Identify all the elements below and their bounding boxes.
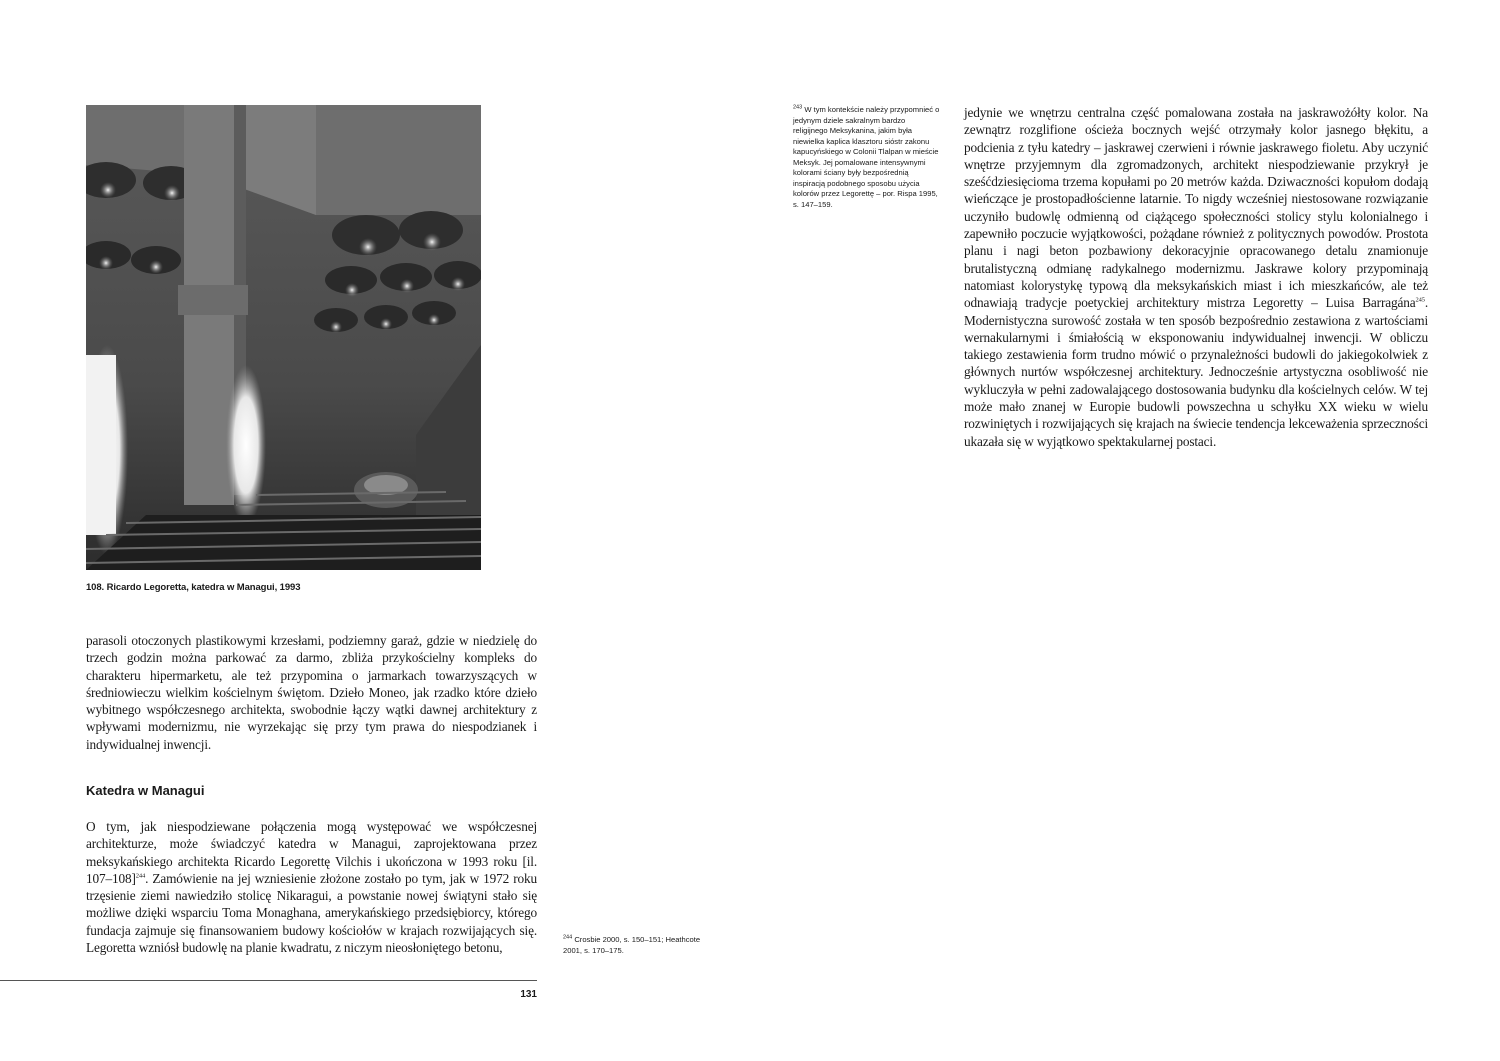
right-paragraph [964, 104, 1428, 450]
left-paragraph-1: parasoli otoczonych plastikowymi krzesłami, podziemny garaż, gdzie w niedzielę do trzech godzin można parkować za darmo, zbliża przykościelny kompleks do charakteru hipermarketu, ale też przypomina o jarmarkach towarzyszących w średniowieczu wielkim kościelnym świętom. Dziełо Moneo, jak rzadko które dzieło wybitnego współczesnego architekta, swobodnie łączy wątki dawnej architektury z wpływami modernizmu, nie wyrzekając się przy tym prawa do niespodzianek i indywidualnej inwencji. [86, 633, 537, 752]
footnote-243 [793, 105, 941, 210]
footnote-243-text: W tym kontekście należy przypomnieć o jedynym dziele sakralnym bardzo religijnego Meksykanina, jakim była niewielka kaplica klasztoru sióstr zakonu kapucyńskiego w Colonii Tlalpan w mieście Meksyk. Jej pomalowane intensywnymi kolorami ściany były bezpośrednią inspiracją podobnego sposobu użycia kolorów przez Legorettę – por. Rispa 1995, s. 147–159. [793, 105, 940, 209]
left-paragraph-2-text-b: . Zamówienie na jej wzniesienie złożone zostało po tym, jak w 1972 roku trzęsienie ziemi nawiedziło stolicę Nikaragui, a powstanie nowej świątyni stało się możliwe dzięki wsparciu Toma Monaghana, amerykańskiego przedsiębiorcy, którego fundacja zajmuje się finansowaniem budowy kościołów w krajach rozwijających się. Legoretta wzniósł budowlę na planie kwadratu, z niczym nieosłoniętego betonu, [86, 870, 537, 956]
footnote-244-text: Crosbie 2000, s. 150–151; Heathcote 2001, s. 170–175. [563, 935, 701, 955]
footnote-ref-245: 245 [1415, 296, 1425, 304]
left-paragraph-2 [86, 818, 537, 956]
right-paragraph-text-b: . Modernistyczna surowość została w ten sposób bezpośrednio zestawiona z wartościami wernakularnymi i śmiałością w eksponowaniu indywidualnej inwencji. W obliczu takiego zestawienia form trudno mówić o przynależności budowli do jakiegokolwiek z głównych nurtów współczesnej architektury. Jednocześnie artystyczna osobliwość nie wykluczyła w pełni zadowalającego dostosowania budynku dla kościelnych celów. W tej może mało znanej w Europie budowli powszechna u schyłku XX wieku w wielu rozwiniętych i rozwijających się krajach na świecie tendencja lekceważenia sprzeczności ukazała się w wyjątkowo spektakularnej postaci. [964, 295, 1428, 449]
bottom-rule [0, 980, 537, 981]
figure-caption: 108. Ricardo Legoretta, katedra w Managui, 1993 [86, 582, 301, 593]
footnote-244-number: 244 [563, 934, 573, 941]
footnote-243-number: 243 [793, 104, 803, 111]
footnote-ref-244: 244 [135, 872, 146, 880]
section-heading: Katedra w Managui [86, 783, 205, 798]
left-paragraph-2-text-a: O tym, jak niespodziewane połączenia mogą występować we współczesnej architekturze, może świadczyć katedra w Managui, zaprojektowana przez meksykańskiego architekta Ricardo Legorettę Vilchis i ukończona w 1993 roku [il. 107–108] [86, 819, 537, 886]
page-number: 131 [520, 989, 537, 1000]
footnote-244 [563, 935, 708, 956]
cathedral-interior-photo [86, 105, 481, 570]
cathedral-interior-image [86, 105, 481, 570]
right-paragraph-text-a: jedynie we wnętrzu centralna część pomalowana została na jaskrawożółty kolor. Na zewnątrz rozglifione ościeża bocznych wejść otrzymały kolor jasnego błękitu, a podcienia z tyłu katedry – jaskrawej czerwieni i równie jaskrawego fioletu. Aby uczynić wnętrze przyjemnym dla zgromadzonych, architekt niespodziewanie przykrył je sześćdziesięcioma trzema kopułami po 20 metrów każda. Dziwaczności kopułom dodają wieńczące je prostopadłościenne latarnie. To nigdy wcześniej niestosowane rozwiązanie uczyniło budowlę odmienną od ciążącego społeczności stolicy stylu kolonialnego i zapewniło poczucie wyjątkowości, pożądane również z politycznych powodów. Prostota planu i nagi beton pozbawiony dekoracyjnie opracowanego detalu znamionuje brutalistyczną odmianę radykalnego modernizmu. Jaskrawe kolory przypominają natomiast kolorystykę typową dla meksykańskich miast i ich mieszkańców, ale też odnawiają tradycje poetyckiej architektury mistrza Legoretty – Luisa Barragána [964, 105, 1428, 311]
